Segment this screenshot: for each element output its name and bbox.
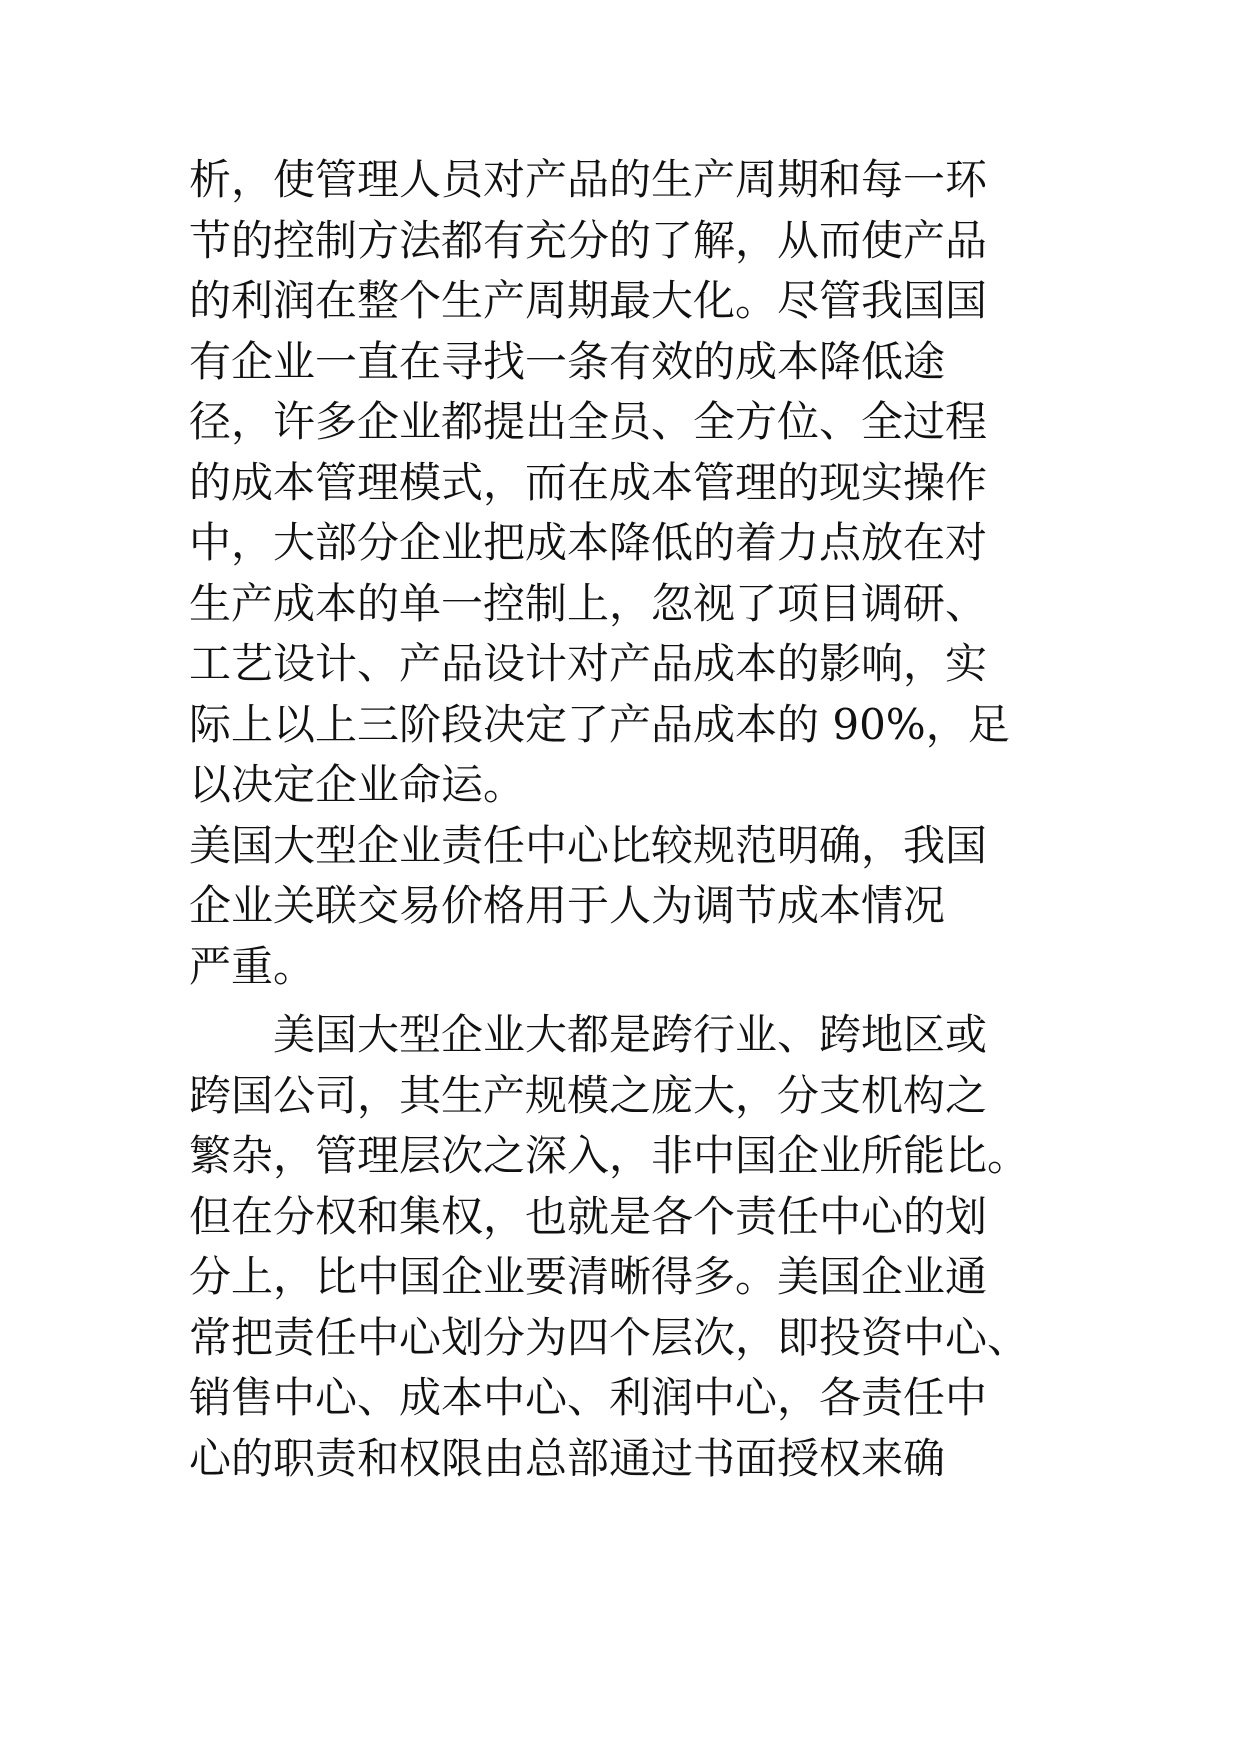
text-line: 美国大型企业大都是跨行业、跨地区或 [189,1010,988,1059]
section-heading [189,816,1089,998]
text-line: 工艺设计、产品设计对产品成本的影响，实 [189,639,988,688]
text-line: 节的控制方法都有充分的了解，从而使产品 [189,215,988,265]
text-line: 心的职责和权限由总部通过书面授权来确 [189,1433,946,1483]
paragraph-1 [189,150,1089,816]
body-text [189,150,1089,1489]
text-line: 繁杂，管理层次之深入，非中国企业所能比。 [189,1131,1030,1180]
text-line: 常把责任中心划分为四个层次，即投资中心、 [189,1312,1030,1362]
heading-line: 美国大型企业责任中心比较规范明确，我国 [189,820,988,870]
paragraph-2 [189,1005,1089,1489]
text-line: 跨国公司，其生产规模之庞大，分支机构之 [189,1070,988,1120]
text-line: 有企业一直在寻找一条有效的成本降低途 [189,336,946,386]
text-line: 生产成本的单一控制上，忽视了项目调研、 [189,578,988,628]
text-line: 以决定企业命运。 [189,760,526,809]
heading-line: 严重。 [189,941,316,991]
paragraph-gap [189,997,1089,1005]
text-line: 分上，比中国企业要清晰得多。美国企业通 [189,1252,988,1301]
text-line: 中，大部分企业把成本降低的着力点放在对 [189,518,988,567]
heading-line: 企业关联交易价格用于人为调节成本情况 [189,881,946,930]
text-line: 析，使管理人员对产品的生产周期和每一环 [189,155,988,204]
text-line: 但在分权和集权，也就是各个责任中心的划 [189,1191,988,1241]
text-line: 径，许多企业都提出全员、全方位、全过程 [189,397,988,446]
text-line: 销售中心、成本中心、利润中心，各责任中 [189,1373,988,1422]
text-line: 际上以上三阶段决定了产品成本的 90%，足 [189,699,1010,749]
text-line: 的成本管理模式，而在成本管理的现实操作 [189,457,988,507]
text-line: 的利润在整个生产周期最大化。尽管我国国 [189,276,988,325]
